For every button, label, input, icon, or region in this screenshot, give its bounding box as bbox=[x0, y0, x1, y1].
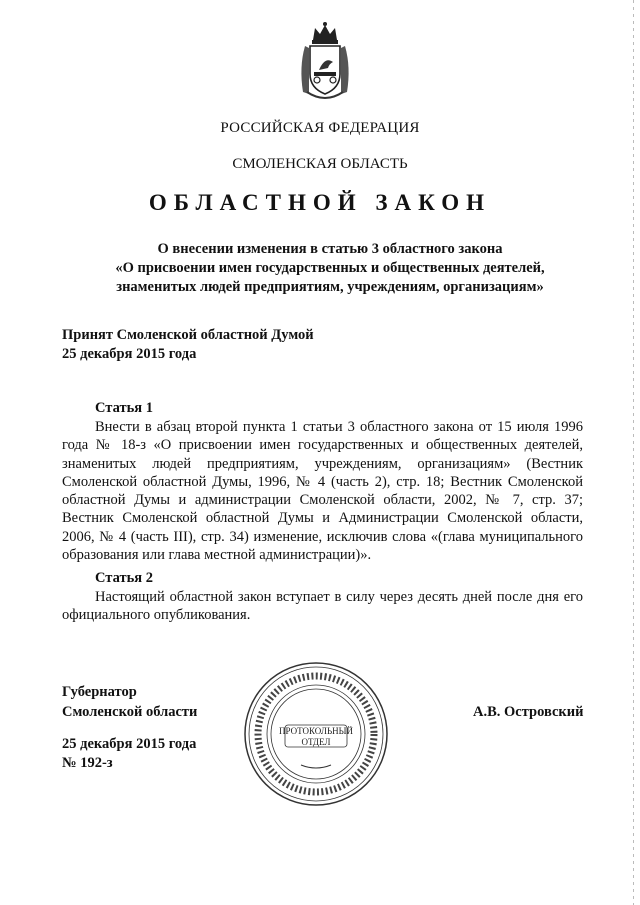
signatory-region: Смоленской области bbox=[62, 704, 198, 720]
law-subject bbox=[80, 240, 580, 297]
seal-center-line: ОТДЕЛ bbox=[301, 737, 331, 747]
signatory-position bbox=[62, 682, 197, 722]
article-2-title: Статья 2 bbox=[95, 570, 153, 586]
signatory-name: А.В. Островский bbox=[473, 704, 584, 720]
coat-of-arms-icon bbox=[295, 22, 355, 102]
adoption-info bbox=[62, 326, 314, 364]
signatory-title: Губернатор bbox=[62, 684, 137, 700]
article-2-text: Настоящий областной закон вступает в силу через десять дней после дня его официального опубликования. bbox=[62, 589, 583, 624]
document-type-title: ОБЛАСТНОЙ ЗАКОН bbox=[148, 190, 492, 215]
signature-details bbox=[62, 735, 196, 773]
article-1-text: Внести в абзац второй пункта 1 статьи 3 областного закона от 15 июля 1996 года № 18-з «О присвоении имен государственных и общественных деятелей, знаменитых людей предприятиям, учреждениям, организациям» (Вестник Смоленской областной Думы, 1996, № 4 (часть 2), стр. 18; Вестник Смоленской областной Думы и администрации Смоленской области, 2002, № 7, стр. 37; Вестник Смоленской областной Думы и Администрации Смоленской области, 2006, № 4 (часть III), стр. 34) изменение, исключив слова «(глава муниципального образования или глава местной администрации)». bbox=[62, 419, 583, 564]
seal-center-line: ПРОТОКОЛЬНЫЙ bbox=[279, 726, 353, 736]
law-subject-line: знаменитых людей предприятиям, учреждениям, организациям» bbox=[116, 279, 544, 295]
official-seal-stamp bbox=[243, 661, 389, 807]
country-heading: РОССИЙСКАЯ ФЕДЕРАЦИЯ bbox=[220, 120, 420, 136]
adoption-date: 25 декабря 2015 года bbox=[62, 346, 197, 362]
adoption-body: Принят Смоленской областной Думой bbox=[62, 327, 314, 343]
scan-edge bbox=[633, 0, 634, 905]
signature-date: 25 декабря 2015 года bbox=[62, 736, 197, 752]
article-1-title: Статья 1 bbox=[95, 400, 153, 416]
law-subject-line: О внесении изменения в статью 3 областного закона bbox=[157, 241, 503, 257]
law-number: № 192-з bbox=[62, 755, 113, 771]
law-subject-line: «О присвоении имен государственных и общественных деятелей, bbox=[115, 260, 545, 276]
region-heading: СМОЛЕНСКАЯ ОБЛАСТЬ bbox=[232, 156, 408, 172]
